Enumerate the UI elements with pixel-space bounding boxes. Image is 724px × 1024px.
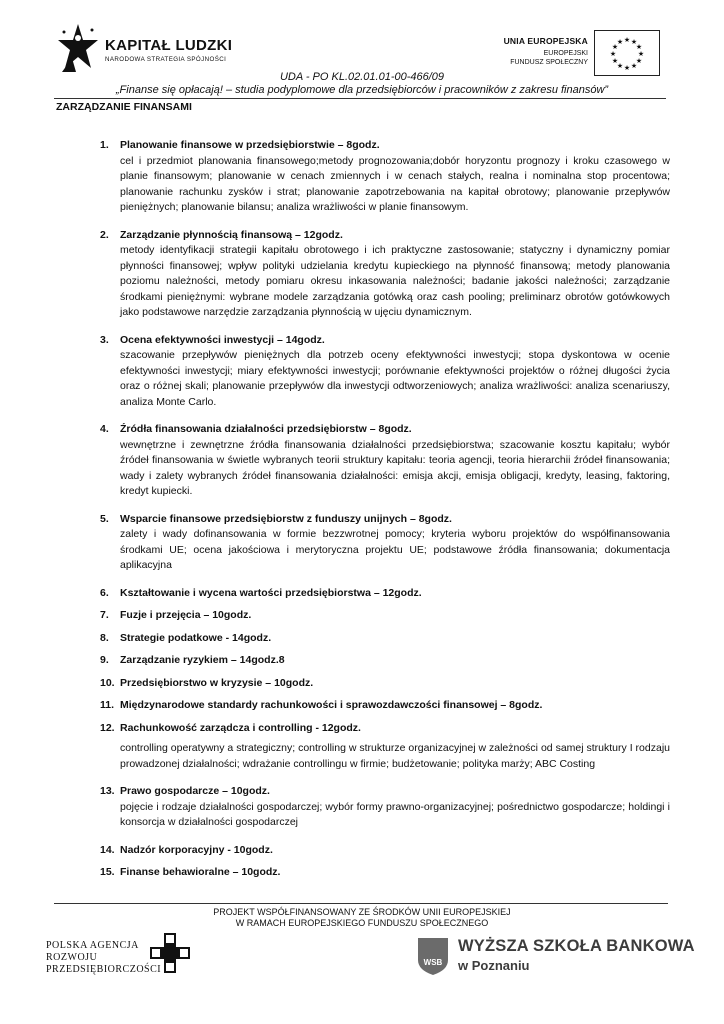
- item-number: 2.: [100, 228, 109, 241]
- item-title: Strategie podatkowe - 14godz.: [120, 631, 272, 644]
- parp-logo-icon: [150, 933, 190, 973]
- svg-text:★: ★: [630, 62, 638, 70]
- eu-fund-line2: FUNDUSZ SPOŁECZNY: [510, 59, 588, 66]
- svg-text:★: ★: [623, 36, 631, 44]
- item-number: 5.: [100, 512, 109, 525]
- svg-text:★: ★: [635, 43, 643, 51]
- item-number: 3.: [100, 333, 109, 346]
- list-item: [100, 721, 670, 773]
- header-divider: [54, 98, 666, 99]
- svg-text:★: ★: [616, 38, 624, 46]
- item-number: 11.: [100, 699, 115, 711]
- list-item: [100, 512, 670, 574]
- item-number: 12.: [100, 721, 115, 734]
- eu-flag-icon: [594, 30, 660, 76]
- parp-line2: ROZWOJU: [46, 952, 98, 963]
- item-number: 4.: [100, 423, 109, 435]
- item-title: Przedsiębiorstwo w kryzysie – 10godz.: [120, 676, 314, 689]
- star-figure-icon: [58, 22, 98, 74]
- svg-text:★: ★: [630, 38, 638, 46]
- project-code: UDA - PO KL.02.01.01-00-466/09: [279, 71, 445, 83]
- item-description: metody identyfikacji strategii kapitału obrotowego i ich praktyczne zastosowanie; statyczny i dynamiczny pomiar płynności finansowej; wpływ polityki udzielania kredytu kupieckiego na płynność finansową; metody planowania poziomu należności, metody pomiaru okresu inkasowania należności; badanie jakości należności; zarządzanie środkami pieniężnymi: wybrane modele zarządzania gotówką oraz cash pooling; preliminarz obrotów gotówkowych jako podstawowe narzędzie zarządzania płynnością w ujęciu dynamicznym.: [120, 244, 670, 318]
- item-title: Źródła finansowania działalności przedsiębiorstw – 8godz.: [120, 423, 412, 435]
- svg-text:★: ★: [611, 57, 619, 65]
- item-description: pojęcie i rodzaje działalności gospodarczej; wybór formy prawno-organizacyjnej; pośrednictwo gospodarcze; holdingi i konsorcja w działalności gospodarczej: [120, 800, 670, 828]
- svg-text:★: ★: [611, 43, 619, 51]
- list-item: [100, 138, 670, 216]
- section-title: ZARZĄDZANIE FINANSAMI: [56, 101, 192, 113]
- footer-cofinancing-note: [0, 907, 724, 929]
- svg-text:★: ★: [616, 62, 624, 70]
- parp-line3: PRZEDSIĘBIORCZOŚCI: [46, 964, 162, 975]
- list-item: [100, 843, 670, 859]
- list-item: [100, 586, 670, 602]
- footer-divider: [54, 903, 668, 904]
- item-title: Zarządzanie płynnością finansową – 12godz.: [120, 228, 343, 241]
- item-description: controlling operatywny a strategiczny; controlling w strukturze organizacyjnej w zależności od samej struktury I rodzaju prowadzonej działalności; wdrażanie controllingu w firmie; budżetowanie; polityka marży; ABC Costing: [120, 742, 670, 770]
- item-number: 13.: [100, 785, 115, 797]
- item-title: Kształtowanie i wycena wartości przedsiębiorstwa – 12godz.: [120, 586, 422, 599]
- item-title: Międzynarodowe standardy rachunkowości i sprawozdawczości finansowej – 8godz.: [120, 699, 543, 711]
- kapital-ludzki-logo: [58, 22, 238, 74]
- item-description: szacowanie przepływów pieniężnych dla potrzeb oceny efektywności inwestycji; stopa dyskontowa w ocenie efektywności inwestycji; miary efektywności inwestycji; porównanie efektywności projektów o różnej długości życia oraz o różnej skali; planowanie przepływów dla inwestycji odtworzeniowych; analiza wrażliwości: analiza scenariuszy, analiza Monte Carlo.: [120, 349, 670, 408]
- item-description: wewnętrzne i zewnętrzne źródła finansowania działalności przedsiębiorstwa; szacowanie kosztu kapitału; wybór źródeł finansowania w świetle wybranych teorii struktury kapitału: teoria agencji, teoria hierarchii źródeł finansowania; wady i zalety wybranych źródeł finansowania działalności: emisja akcji, emisja obligacji, kredyty, leasing, faktoring, kredyt kupiecki.: [120, 438, 670, 497]
- svg-text:★: ★: [623, 64, 631, 72]
- list-item: [100, 333, 670, 411]
- parp-logo-text: [46, 940, 161, 976]
- item-number: 14.: [100, 843, 115, 856]
- list-item: [100, 653, 670, 669]
- svg-text:★: ★: [635, 57, 643, 65]
- item-number: 6.: [100, 586, 109, 599]
- project-tagline: „Finanse się opłacają! – studia podyplomowe dla przedsiębiorców i pracowników z zakresu finansów”: [115, 84, 609, 96]
- svg-text:WSB: WSB: [423, 958, 443, 967]
- item-title: Finanse behawioralne – 10godz.: [120, 866, 281, 878]
- list-item: [100, 698, 670, 714]
- item-title: Planowanie finansowe w przedsiębiorstwie – 8godz.: [120, 139, 380, 151]
- list-item: [100, 228, 670, 321]
- logo-title: KAPITAŁ LUDZKI: [105, 37, 233, 54]
- footer-line2: W RAMACH EUROPEJSKIEGO FUNDUSZU SPOŁECZNEGO: [235, 918, 489, 928]
- eu-title: UNIA EUROPEJSKA: [503, 36, 588, 46]
- item-number: 15.: [100, 866, 115, 878]
- item-title: Ocena efektywności inwestycji – 14godz.: [120, 333, 325, 346]
- list-item: [100, 422, 670, 500]
- list-item: [100, 631, 670, 647]
- item-number: 9.: [100, 654, 109, 666]
- eu-fund-line1: EUROPEJSKI: [543, 50, 588, 57]
- item-title: Prawo gospodarcze – 10godz.: [120, 785, 270, 797]
- list-item: [100, 608, 670, 624]
- wsb-shield-icon: [416, 936, 450, 976]
- footer-line1: PROJEKT WSPÓŁFINANSOWANY ZE ŚRODKÓW UNII EUROPEJSKIEJ: [213, 907, 511, 917]
- svg-text:★: ★: [637, 50, 645, 58]
- item-description: zalety i wady dofinansowania w formie bezzwrotnej pomocy; kryteria wyboru projektów do współfinansowania środkami UE; ocena jakościowa i merytoryczna projektu UE; podstawowe źródła finansowania; dokumentacja aplikacyjna: [120, 528, 670, 571]
- wsb-city: w Poznaniu: [458, 958, 530, 973]
- item-title: Wsparcie finansowe przedsiębiorstw z funduszy unijnych – 8godz.: [120, 512, 452, 525]
- wsb-name: WYŻSZA SZKOŁA BANKOWA: [458, 937, 695, 955]
- item-title: Fuzje i przejęcia – 10godz.: [120, 609, 252, 621]
- list-item: [100, 784, 670, 831]
- item-number: 8.: [100, 631, 109, 644]
- list-item: [100, 865, 670, 881]
- item-number: 7.: [100, 609, 109, 621]
- logo-subtitle: NARODOWA STRATEGIA SPÓJNOŚCI: [105, 56, 227, 63]
- parp-line1: POLSKA AGENCJA: [46, 940, 139, 951]
- item-title: Rachunkowość zarządcza i controlling - 12godz.: [120, 721, 361, 734]
- svg-text:★: ★: [609, 50, 617, 58]
- item-number: 1.: [100, 139, 109, 151]
- item-description: cel i przedmiot planowania finansowego;metody prognozowania;dobór horyzontu prognozy i kroku czasowego w planie finansowym; planowanie w cenach zmiennych i w cenach stałych, realna i nominalna stop procentowa; planowanie rachunku zysków i strat; planowanie zapotrzebowania na kapitał obrotowy; planowanie przepływów pieniężnych; planowanie bilansu; analiza wrażliwości w planie finansowym.: [120, 154, 670, 213]
- course-list: [100, 138, 670, 888]
- list-item: [100, 676, 670, 692]
- item-number: 10.: [100, 676, 115, 689]
- item-title: Nadzór korporacyjny - 10godz.: [120, 843, 273, 856]
- item-title: Zarządzanie ryzykiem – 14godz.8: [120, 654, 285, 666]
